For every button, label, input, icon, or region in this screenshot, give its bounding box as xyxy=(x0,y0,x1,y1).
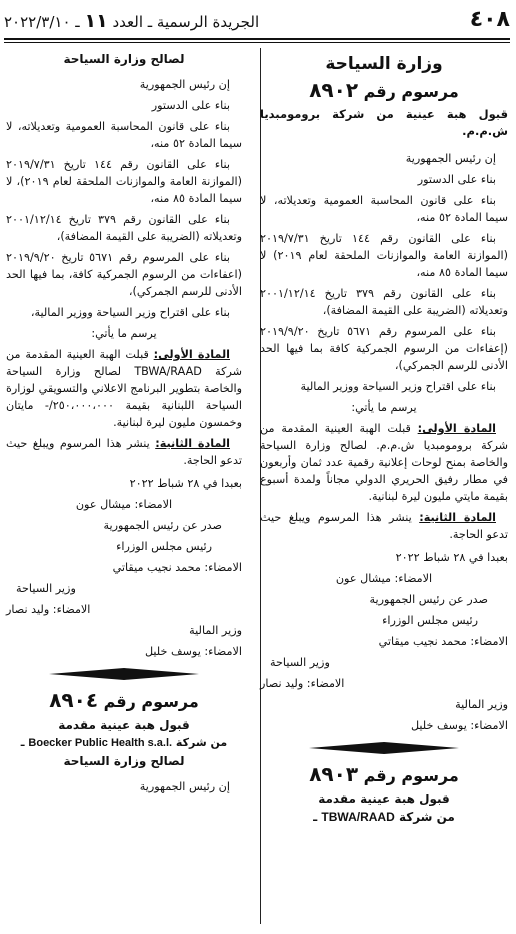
signature-line: رئيس مجلس الوزراء xyxy=(116,540,212,553)
article-2: المادة الثانية: ينشر هذا المرسوم ويبلغ حيث تدعو الحاجة. xyxy=(260,511,508,541)
issue-number: ١١ xyxy=(84,10,108,32)
section-divider xyxy=(260,742,508,754)
decree-number: ٨٩٠٣ xyxy=(309,762,359,786)
company-name: TBWA/RAAD xyxy=(321,810,395,824)
date-line: بعبدا في ٢٨ شباط ٢٠٢٢ xyxy=(395,551,508,564)
ministry-title: وزارة السياحة xyxy=(325,54,443,74)
divider-ornament xyxy=(49,668,199,680)
signature-line: وزير المالية xyxy=(189,624,242,637)
preamble-line: بناء على قانون المحاسبة العمومية وتعديلاته، لا سيما المادة ٥٢ منه، xyxy=(6,120,242,150)
decree-8902-subject: قبول هبة عينية من شركة برومومبديا ش.م.م. xyxy=(260,107,508,138)
preamble-line: بناء على الدستور xyxy=(417,173,496,186)
journal-name: الجريدة الرسمية ـ العدد xyxy=(112,13,260,31)
preamble-line: بناء على القانون رقم ٣٧٩ تاريخ ٢٠٠١/١٢/١٤ وتعديلاته (الضريبة على القيمة المضافة)، xyxy=(260,287,508,317)
section-divider xyxy=(6,668,242,680)
decree-8904-company-line: من شركة Boecker Public Health s.a.l. ـ xyxy=(20,736,228,749)
page-number: ٤٠٨ xyxy=(469,7,510,32)
article-2: المادة الثانية: ينشر هذا المرسوم ويبلغ حيث تدعو الحاجة. xyxy=(6,437,242,467)
preamble-line: بناء على قانون المحاسبة العمومية وتعديلاته، لا سيما المادة ٥٢ منه، xyxy=(260,194,508,224)
decree-8904-beneficiary: لصالح وزارة السياحة xyxy=(63,754,185,768)
signature-line: الامضاء: محمد نجيب ميقاتي xyxy=(112,561,242,574)
signature-line: الامضاء: وليد نصار xyxy=(260,677,345,690)
decree-number: ٨٩٠٤ xyxy=(49,688,99,712)
decrees-label: يرسم ما يأتي: xyxy=(351,401,417,414)
preamble-line: بناء على اقتراح وزير السياحة ووزير المالية xyxy=(300,380,496,393)
journal-title xyxy=(4,10,259,33)
page-header xyxy=(4,6,510,36)
decree-8904-subject: قبول هبة عينية مقدمة xyxy=(58,718,190,732)
decree-8904-title: مرسوم رقم ٨٩٠٤ xyxy=(49,688,199,712)
signature-line: الامضاء: ميشال عون xyxy=(335,572,433,585)
signature-line: وزير السياحة xyxy=(16,582,76,595)
preamble-line: بناء على اقتراح وزير السياحة ووزير المالية، xyxy=(30,306,230,319)
left-column xyxy=(6,48,242,799)
right-column xyxy=(260,48,508,826)
signature-line: وزير السياحة xyxy=(270,656,330,669)
decrees-label: يرسم ما يأتي: xyxy=(91,327,157,340)
header-rule-thick xyxy=(4,38,510,40)
preamble-line: بناء على القانون رقم ١٤٤ تاريخ ٢٠١٩/٧/٣١ (الموازنة العامة والموازنات الملحقة لعام ٢٠١٩) لا سيما المادة ٨٥ منه، xyxy=(260,232,508,279)
date-line: بعبدا في ٢٨ شباط ٢٠٢٢ xyxy=(129,477,242,490)
decree-8903-company-line: من شركة TBWA/RAAD ـ xyxy=(313,810,455,824)
signature-line: الامضاء: وليد نصار xyxy=(6,603,91,616)
preamble-line: إن رئيس الجمهورية xyxy=(139,780,230,793)
decree-8902-title: مرسوم رقم ٨٩٠٢ xyxy=(309,78,459,102)
signature-line: صدر عن رئيس الجمهورية xyxy=(103,519,222,532)
decree-number: ٨٩٠٢ xyxy=(309,78,359,102)
signature-line: الامضاء: يوسف خليل xyxy=(144,645,242,658)
preamble-line: بناء على القانون رقم ٣٧٩ تاريخ ٢٠٠١/١٢/١٤ وتعديلاته (الضريبة على القيمة المضافة)، xyxy=(6,213,242,243)
preamble-line: إن رئيس الجمهورية xyxy=(405,152,496,165)
divider-ornament xyxy=(309,742,459,754)
preamble-line: بناء على الدستور xyxy=(151,99,230,112)
article-1: المادة الأولى: قبلت الهبة العينية المقدمة من شركة TBWA/RAAD لصالح وزارة السياحة والخاصة بتطوير البرنامج الاعلاني والتسويقي لوزارة السياحة اللبنانية بقيمة ٢٥٠،٠٠٠،٠٠٠/- مايتان وخمسون مليون ليرة لبنانية. xyxy=(6,348,242,429)
signature-line: صدر عن رئيس الجمهورية xyxy=(369,593,488,606)
preamble-line: بناء على المرسوم رقم ٥٦٧١ تاريخ ٢٠١٩/٩/٢٠ (إعفاءات من الرسوم الجمركية كافة بما فيها الحد الأدنى للرسم الجمركي)، xyxy=(260,325,508,372)
beneficiary-line: لصالح وزارة السياحة xyxy=(63,52,185,66)
decree-8903-title: مرسوم رقم ٨٩٠٣ xyxy=(309,762,459,786)
signature-line: الامضاء: ميشال عون xyxy=(75,498,173,511)
signature-line: رئيس مجلس الوزراء xyxy=(382,614,478,627)
issue-date: ـ ٢٠٢٢/٣/١٠ xyxy=(4,13,80,31)
signature-line: الامضاء: يوسف خليل xyxy=(410,719,508,732)
preamble-line: إن رئيس الجمهورية xyxy=(139,78,230,91)
article-1: المادة الأولى: قبلت الهبة العينية المقدمة من شركة برومومبديا ش.م.م. لصالح وزارة السياحة والخاصة بمنح لوحات إعلانية رقمية عدد ثمان وأربعون في مطار رفيق الحريري الدولي مجاناً ولمدة أسبوع بقيمة مايتي مليون ليرة لبنانية. xyxy=(260,422,508,503)
signature-line: وزير المالية xyxy=(455,698,508,711)
decree-8903-subject: قبول هبة عينية مقدمة xyxy=(318,792,450,806)
preamble-line: بناء على المرسوم رقم ٥٦٧١ تاريخ ٢٠١٩/٩/٢٠ (اعفاءات من الرسوم الجمركية كافة، بما فيها الحد الأدنى للرسم الجمركي)، xyxy=(6,251,242,298)
preamble-line: بناء على القانون رقم ١٤٤ تاريخ ٢٠١٩/٧/٣١ (الموازنة العامة والموازنات الملحقة لعام ٢٠١٩)، لا سيما المادة ٨٥ منه، xyxy=(6,158,242,205)
header-rule-thin xyxy=(4,42,510,43)
company-name: Boecker Public Health s.a.l. xyxy=(28,737,173,749)
signature-line: الامضاء: محمد نجيب ميقاتي xyxy=(378,635,508,648)
